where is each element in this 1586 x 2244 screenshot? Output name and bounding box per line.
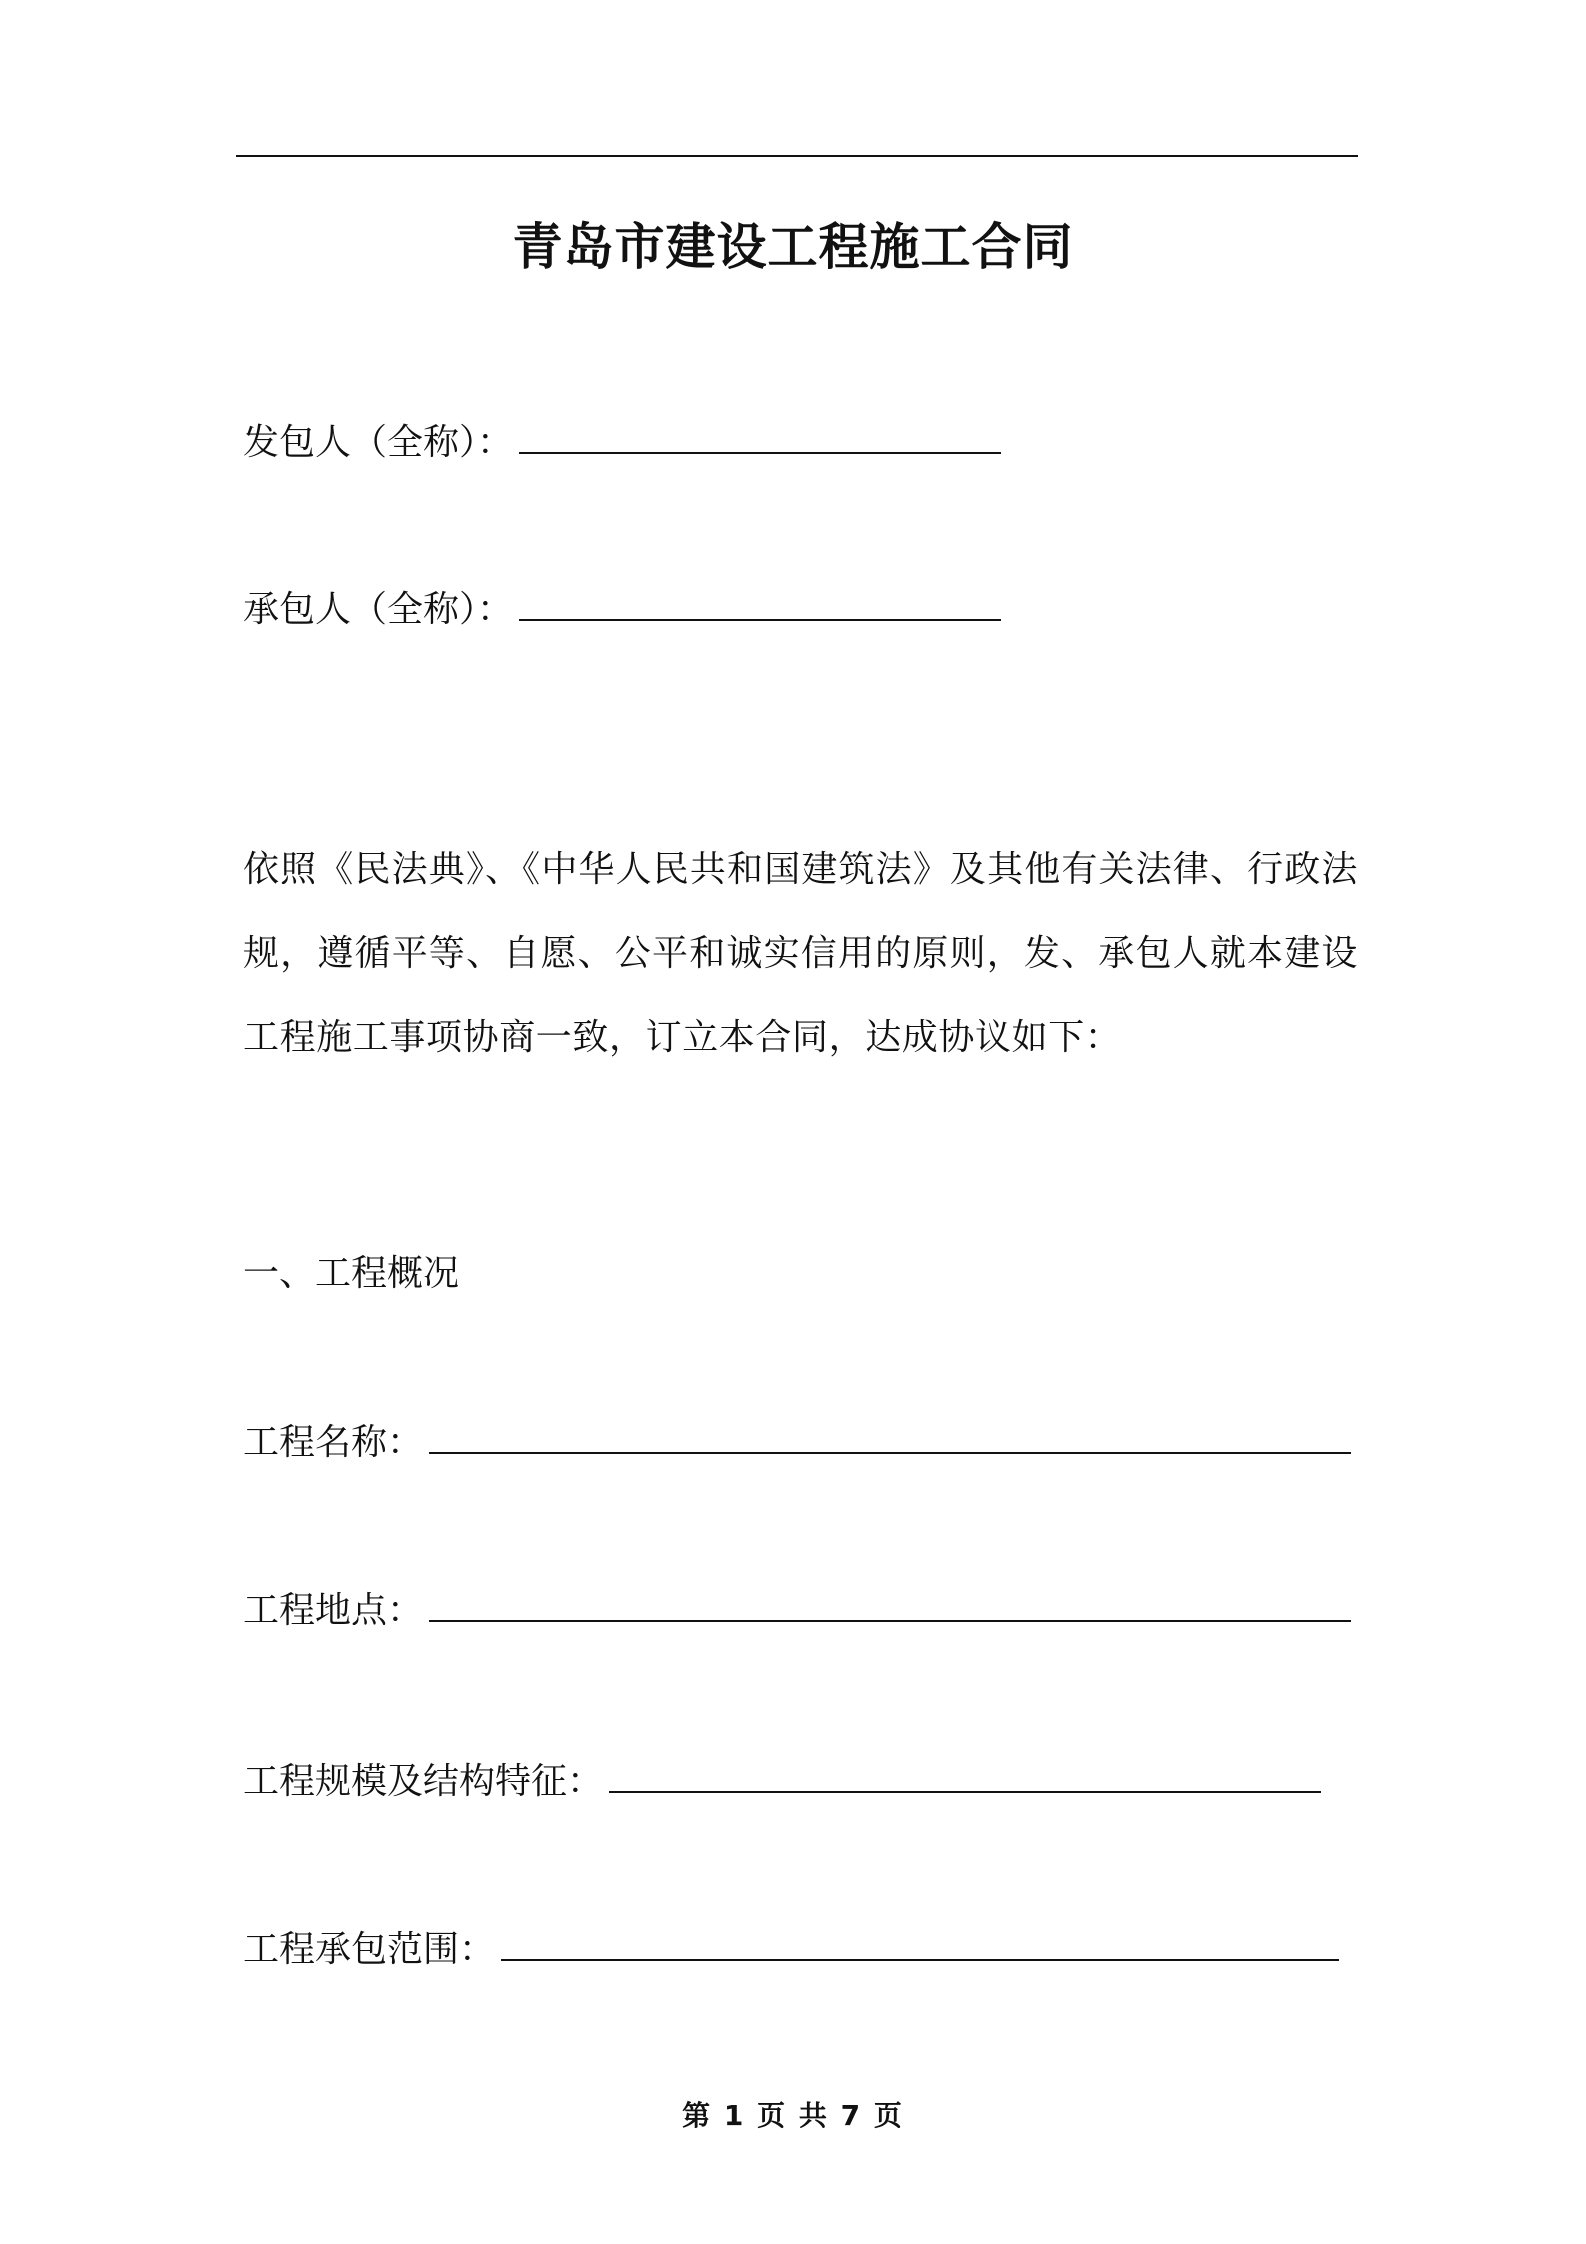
project-name-field (243, 1418, 1351, 1468)
contract-scope-blank (501, 1929, 1339, 1961)
project-location-blank (429, 1590, 1351, 1622)
header-rule (236, 155, 1358, 157)
project-scale-field (243, 1757, 1321, 1807)
preamble-paragraph: 依照《民法典》、《中华人民共和国建筑法》及其他有关法律、行政法规，遵循平等、自愿、公平和诚实信用的原则，发、承包人就本建设工程施工事项协商一致，订立本合同，达成协议如下： (243, 849, 1358, 1058)
document-title: 青岛市建设工程施工合同 (512, 218, 1074, 276)
employer-label: 发包人（全称）： (243, 422, 514, 463)
project-name-blank (429, 1422, 1351, 1454)
employer-field (243, 418, 1001, 468)
employer-blank (519, 422, 1001, 454)
project-scale-label: 工程规模及结构特征： (243, 1761, 604, 1802)
project-scale-blank (609, 1761, 1321, 1793)
project-location-field (243, 1586, 1351, 1636)
project-name-label: 工程名称： (243, 1422, 424, 1463)
page-footer: 第 1 页 共 7 页 (682, 2099, 904, 2132)
contract-scope-label: 工程承包范围： (243, 1929, 496, 1970)
section-heading-overview: 一、工程概况 (243, 1253, 460, 1294)
contractor-field (243, 585, 1001, 635)
contract-scope-field (243, 1925, 1339, 1975)
contractor-blank (519, 589, 1001, 621)
contractor-label: 承包人（全称）： (243, 589, 514, 630)
project-location-label: 工程地点： (243, 1590, 424, 1631)
